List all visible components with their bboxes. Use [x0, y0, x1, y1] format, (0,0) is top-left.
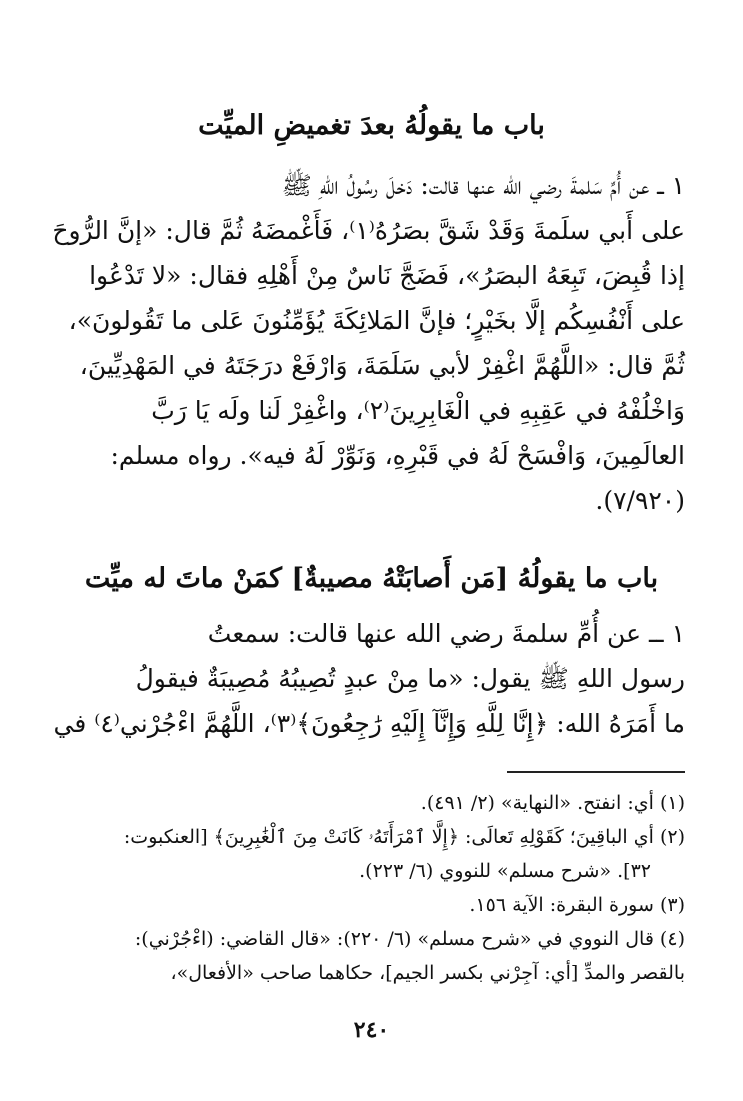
- section-heading-closing-eyes: باب ما يقولُهُ بعدَ تغميضِ الميِّت: [198, 110, 545, 141]
- text-line: إذا قُبِضَ، تَبِعَهُ البصَرُ»، فَضَجَّ نَاسٌ مِنْ أَهْلِهِ فقال: «لا تَدْعُوا: [89, 261, 685, 290]
- footnotes: [55, 786, 685, 990]
- text-line: وَاخْلُفْهُ في عَقِبِهِ في الْغَابِرِينَ⁽٢⁾، واغْفِرْ لَنا ولَه يَا رَبَّ: [151, 396, 685, 425]
- text-line: ١ ــ عن أُمِّ سلمةَ رضي الله عنها قالت: سمعتُ: [207, 619, 685, 648]
- footnote-2-continued: ٣٢]. «شرح مسلم» للنووي (٦/ ٢٢٣).: [359, 860, 651, 882]
- page-number: ٢٤٠: [353, 1017, 390, 1043]
- section-body-closing-eyes: [52, 163, 685, 523]
- footnote-3: (٣) سورة البقرة: الآية ١٥٦.: [469, 894, 685, 916]
- footnote-divider: [507, 771, 685, 773]
- section-body-affliction: [53, 611, 685, 746]
- text-line: ما أَمَرَهُ الله: ﴿إِنَّا لِلَّهِ وَإِنَّآ إِلَيْهِ رَٰجِعُونَ﴾⁽٣⁾، اللَّهُمَّ اءْجُرْني⁽٤⁾ في: [53, 709, 685, 738]
- text-line: (٧/٩٢٠).: [595, 486, 685, 515]
- footnote-4-continued: بالقصر والمدِّ [أي: آجِرْني بكسر الجيم]، حكاهما صاحب «الأفعال»،: [170, 962, 685, 984]
- section-heading-affliction: باب ما يقولُهُ [مَن أَصابَتْهُ مصيبةٌ] كمَنْ ماتَ له ميِّت: [84, 563, 659, 594]
- footnote-4: (٤) قال النووي في «شرح مسلم» (٦/ ٢٢٠): «قال القاضي: (اءْجُرْني):: [134, 928, 685, 950]
- footnote-1: (١) أي: انفتح. «النهاية» (٢/ ٤٩١).: [420, 792, 685, 814]
- text-line: ١ ــ عن أُمِّ سَلمةَ رضي الله عنها قالت: دَخلَ رسُولُ اللهِ ﷺ: [281, 171, 685, 200]
- text-line: العالَمِينَ، وَافْسَحْ لَهُ في قَبْرِهِ، وَنَوِّرْ لَهُ فيه». رواه مسلم:: [110, 441, 685, 470]
- text-line: على أَبي سلَمةَ وَقَدْ شَقَّ بصَرُهُ⁽١⁾، فَأَغْمضَهُ ثُمَّ قال: «إنَّ الرُّوحَ: [52, 216, 685, 245]
- text-line: ثُمَّ قال: «اللَّهُمَّ اغْفِرْ لأبي سَلَمَةَ، وَارْفَعْ درَجَتَهُ في المَهْدِيِّينَ،: [79, 351, 685, 380]
- text-line: على أَنْفُسِكُم إلَّا بخَيْرٍ؛ فإنَّ المَلائِكَةَ يُؤَمِّنُونَ عَلى ما تَقُولونَ»،: [68, 306, 685, 335]
- footnote-2: (٢) أي الباقِينَ؛ كَقَوْلِهِ تَعالَى: ﴿إِلَّا ٱمْرَأَتَهُۥ كَانَتْ مِنَ ٱلْغَٰبِرِينَ﴾ [العنكبوت:: [123, 826, 685, 848]
- text-line: رسول اللهِ ﷺ يقول: «ما مِنْ عبدٍ تُصِيبُهُ مُصِيبَةٌ فيقولُ: [135, 664, 685, 693]
